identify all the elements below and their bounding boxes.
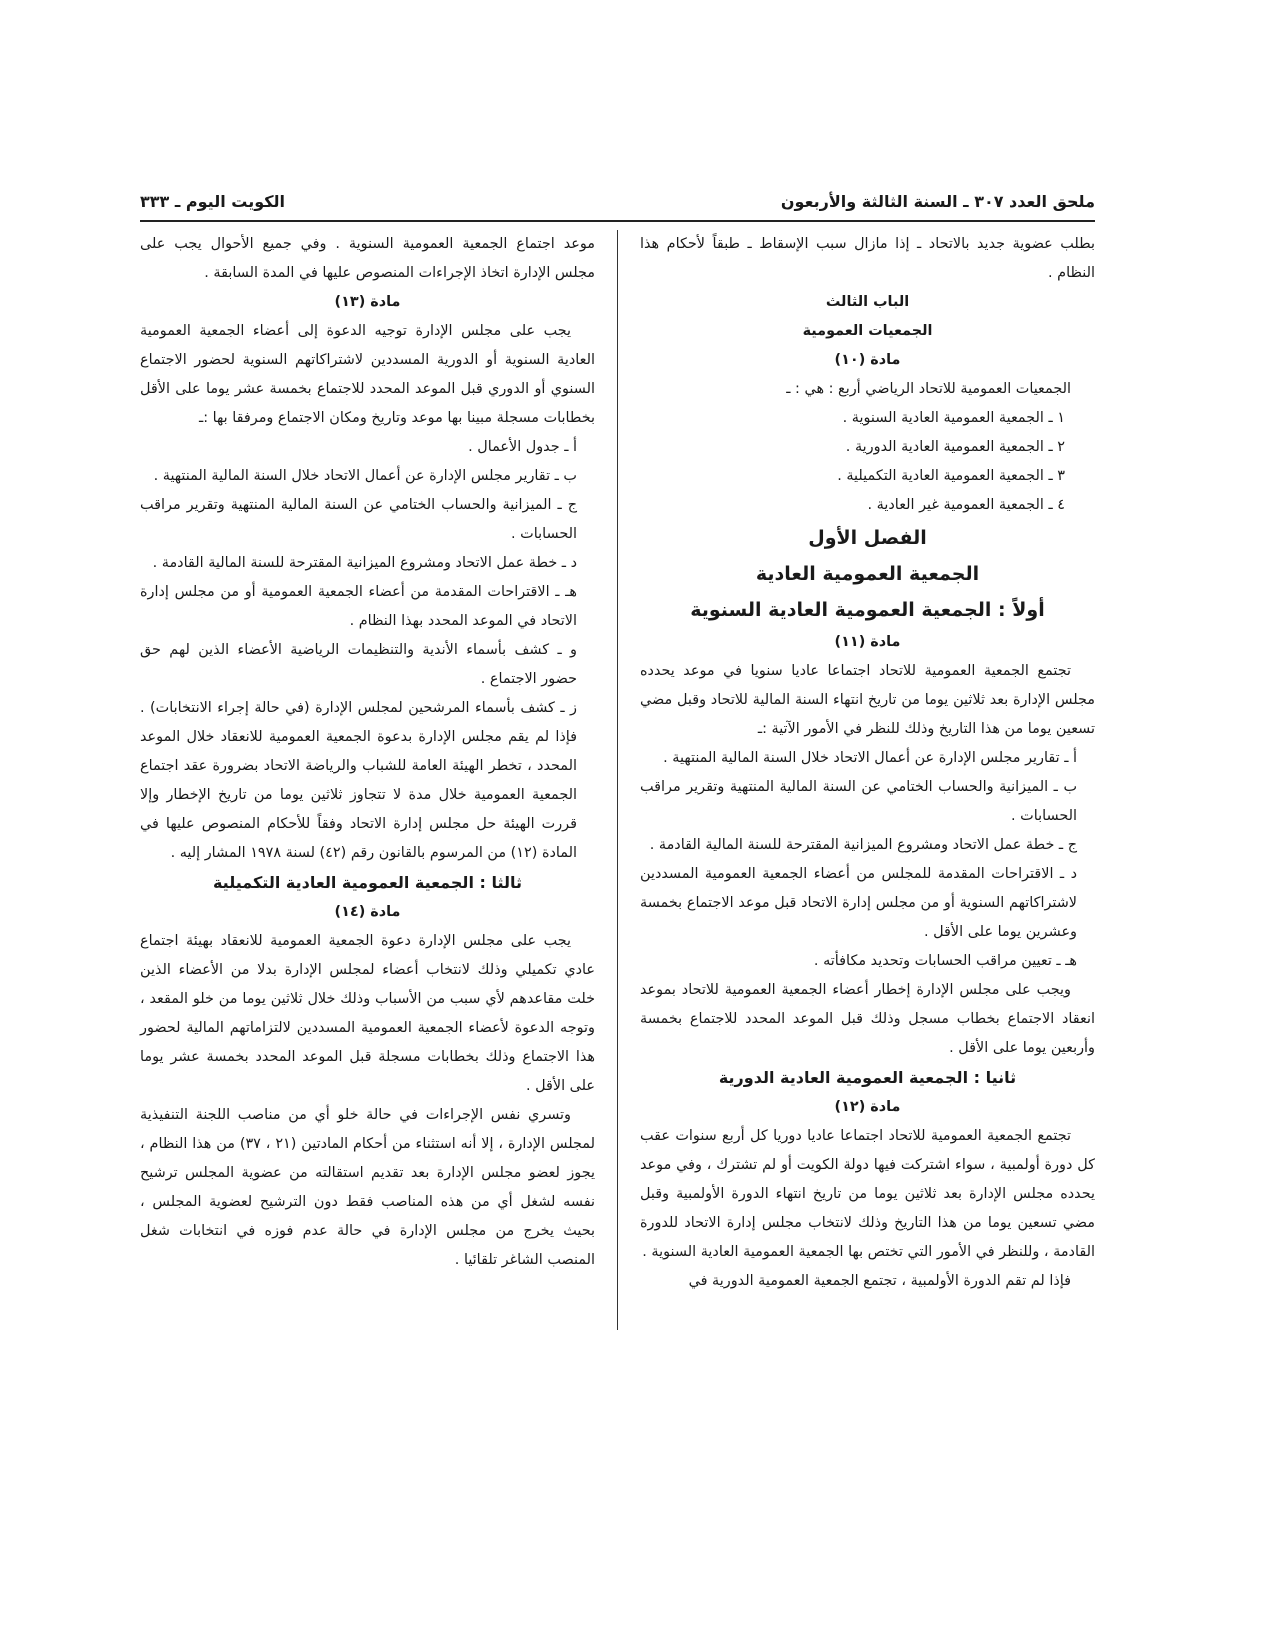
right-column	[640, 230, 1095, 1296]
list-item: ٣ ـ الجمعية العمومية العادية التكميلية .	[837, 468, 1065, 484]
article-12-text: تجتمع الجمعية العمومية للاتحاد اجتماعا عاديا دوريا كل أربع سنوات عقب كل دورة أولمبية ، سواء اشتركت فيها دولة الكويت أو لم تشترك ، وفي موعد يحدده مجلس الإدارة بعد ثلاثين يوما من تاريخ انتهاء الدورة الأولمبية وقبل مضي تسعين يوما من هذا التاريخ وذلك لانتخاب مجلس إدارة الاتحاد للدورة القادمة ، وللنظر في الأمور التي تختص بها الجمعية العمومية العادية السنوية .	[640, 1128, 1095, 1260]
intro-paragraph: بطلب عضوية جديد بالاتحاد ـ إذا مازال سبب الإسقاط ـ طبقاً لأحكام هذا النظام .	[640, 236, 1095, 281]
article-12-heading: مادة (١٢)	[834, 1099, 901, 1115]
article-11-item-b: ب ـ الميزانية والحساب الختامي عن السنة المالية المنتهية وتقرير مراقب الحسابات .	[640, 779, 1077, 824]
article-13-heading: مادة (١٣)	[334, 294, 401, 310]
article-13-item-b: ب ـ تقارير مجلس الإدارة عن أعمال الاتحاد خلال السنة المالية المنتهية .	[153, 468, 577, 484]
publication-header: الكويت اليوم ـ ٣٣٣	[140, 192, 286, 211]
list-item: ٤ ـ الجمعية العمومية غير العادية .	[867, 497, 1065, 513]
article-13-item-c: ج ـ الميزانية والحساب الختامي عن السنة المالية المنتهية وتقرير مراقب الحسابات .	[140, 497, 577, 542]
article-10-heading: مادة (١٠)	[834, 352, 901, 368]
article-13-item-a: أ ـ جدول الأعمال .	[468, 439, 577, 455]
list-item: ٢ ـ الجمعية العمومية العادية الدورية .	[845, 439, 1065, 455]
article-14-text-2: وتسري نفس الإجراءات في حالة خلو أي من مناصب اللجنة التنفيذية لمجلس الإدارة ، إلا أنه استثناء من أحكام المادتين (٢١ ، ٣٧) من هذا النظام ، يجوز لعضو مجلس الإدارة بعد تقديم استقالته من عضوية المجلس ترشيح نفسه لشغل أي من هذه المناصب فقط دون الترشيح لعضوية المجلس ، بحيث يخرج من مجلس الإدارة في حالة عدم فوزه في انتخابات شغل المنصب الشاغر تلقائيا .	[140, 1107, 595, 1268]
article-14-heading: مادة (١٤)	[334, 904, 401, 920]
first-section-title: أولاً : الجمعية العمومية العادية السنوية	[690, 599, 1045, 621]
second-section-title: ثانيا : الجمعية العمومية العادية الدورية	[718, 1068, 1017, 1087]
document-page	[140, 190, 1095, 1296]
article-13-item-g: ز ـ كشف بأسماء المرشحين لمجلس الإدارة (في حالة إجراء الانتخابات) . فإذا لم يقم مجلس الإدارة بدعوة الجمعية العمومية للانعقاد خلال الموعد المحدد ، تخطر الهيئة العامة للشباب والرياضة الاتحاد بضرورة عقد اجتماع الجمعية العمومية خلال مدة لا تتجاوز ثلاثين يوما من تاريخ الإخطار وإلا قررت الهيئة حل مجلس إدارة الاتحاد وفقاً للأحكام المنصوص عليها في المادة (١٢) من المرسوم بالقانون رقم (٤٢) لسنة ١٩٧٨ المشار إليه .	[140, 700, 577, 861]
article-13-item-d: د ـ خطة عمل الاتحاد ومشروع الميزانية المقترحة للسنة المالية القادمة .	[152, 555, 577, 571]
page-header	[140, 190, 1095, 222]
continued-paragraph: موعد اجتماع الجمعية العمومية السنوية . وفي جميع الأحوال يجب على مجلس الإدارة اتخاذ الإجراءات المنصوص عليها في المدة السابقة .	[140, 236, 595, 281]
list-item: ١ ـ الجمعية العمومية العادية السنوية .	[842, 410, 1065, 426]
article-11-item-e: هـ ـ تعيين مراقب الحسابات وتحديد مكافأته .	[813, 953, 1077, 969]
article-13-item-f: و ـ كشف بأسماء الأندية والتنظيمات الرياضية الأعضاء الذين لهم حق حضور الاجتماع .	[140, 642, 577, 687]
article-11-item-a: أ ـ تقارير مجلس الإدارة عن أعمال الاتحاد خلال السنة المالية المنتهية .	[663, 750, 1077, 766]
column-divider	[617, 230, 618, 1330]
article-14-text: يجب على مجلس الإدارة دعوة الجمعية العمومية للانعقاد بهيئة اجتماع عادي تكميلي وذلك لانتخاب أعضاء لمجلس الإدارة بدلا من الأعضاء الذين خلت مقاعدهم لأي سبب من الأسباب وذلك خلال ثلاثين يوما من خلو المقعد ، وتوجه الدعوة لأعضاء الجمعية العمومية المسددين لالتزاماتهم المالية لحضور هذا الاجتماع وذلك بخطابات مسجلة قبل الموعد المحدد بخمسة عشر يوما على الأقل .	[140, 933, 595, 1094]
section-subtitle: الجمعيات العمومية	[802, 323, 933, 339]
article-13-text: يجب على مجلس الإدارة توجيه الدعوة إلى أعضاء الجمعية العمومية العادية السنوية أو الدورية المسددين لاشتراكاتهم السنوية لحضور الاجتماع السنوي أو الدوري قبل الموعد المحدد للاجتماع بخمسة عشر يوما على الأقل بخطابات مسجلة مبينا بها موعد وتاريخ ومكان الاجتماع ومرفقا بها :ـ	[140, 323, 595, 426]
article-11-item-c: ج ـ خطة عمل الاتحاد ومشروع الميزانية المقترحة للسنة المالية القادمة .	[649, 837, 1077, 853]
third-section-title: ثالثا : الجمعية العمومية العادية التكميلية	[212, 873, 523, 892]
article-11-notice: ويجب على مجلس الإدارة إخطار أعضاء الجمعية العمومية للاتحاد بموعد انعقاد الاجتماع بخطاب مسجل وذلك قبل الموعد المحدد للاجتماع بخمسة وأربعين يوما على الأقل .	[640, 982, 1095, 1056]
chapter-heading: الفصل الأول	[808, 527, 927, 549]
left-column	[140, 230, 595, 1296]
article-11-text: تجتمع الجمعية العمومية للاتحاد اجتماعا عاديا سنويا في موعد يحدده مجلس الإدارة بعد ثلاثين يوما من تاريخ انتهاء السنة المالية للاتحاد وقبل مضي تسعين يوما من هذا التاريخ وذلك للنظر في الأمور الآتية :ـ	[640, 663, 1095, 737]
chapter-title: الجمعية العمومية العادية	[755, 563, 980, 585]
article-10-text: الجمعيات العمومية للاتحاد الرياضي أربع : هي : ـ	[786, 381, 1071, 397]
article-11-item-d: د ـ الاقتراحات المقدمة للمجلس من أعضاء الجمعية العمومية المسددين لاشتراكاتهم السنوية أو من مجلس إدارة الاتحاد قبل موعد الاجتماع بخمسة وعشرين يوما على الأقل .	[640, 866, 1077, 940]
issue-header: ملحق العدد ٣٠٧ ـ السنة الثالثة والأربعون	[780, 192, 1095, 211]
article-11-heading: مادة (١١)	[834, 634, 901, 650]
article-13-item-e: هـ ـ الاقتراحات المقدمة من أعضاء الجمعية العمومية أو من مجلس إدارة الاتحاد في الموعد المحدد بهذا النظام .	[140, 584, 577, 629]
article-12-continued: فإذا لم تقم الدورة الأولمبية ، تجتمع الجمعية العمومية الدورية في	[688, 1273, 1071, 1289]
section-title: الباب الثالث	[825, 294, 910, 310]
text-columns	[140, 230, 1095, 1296]
